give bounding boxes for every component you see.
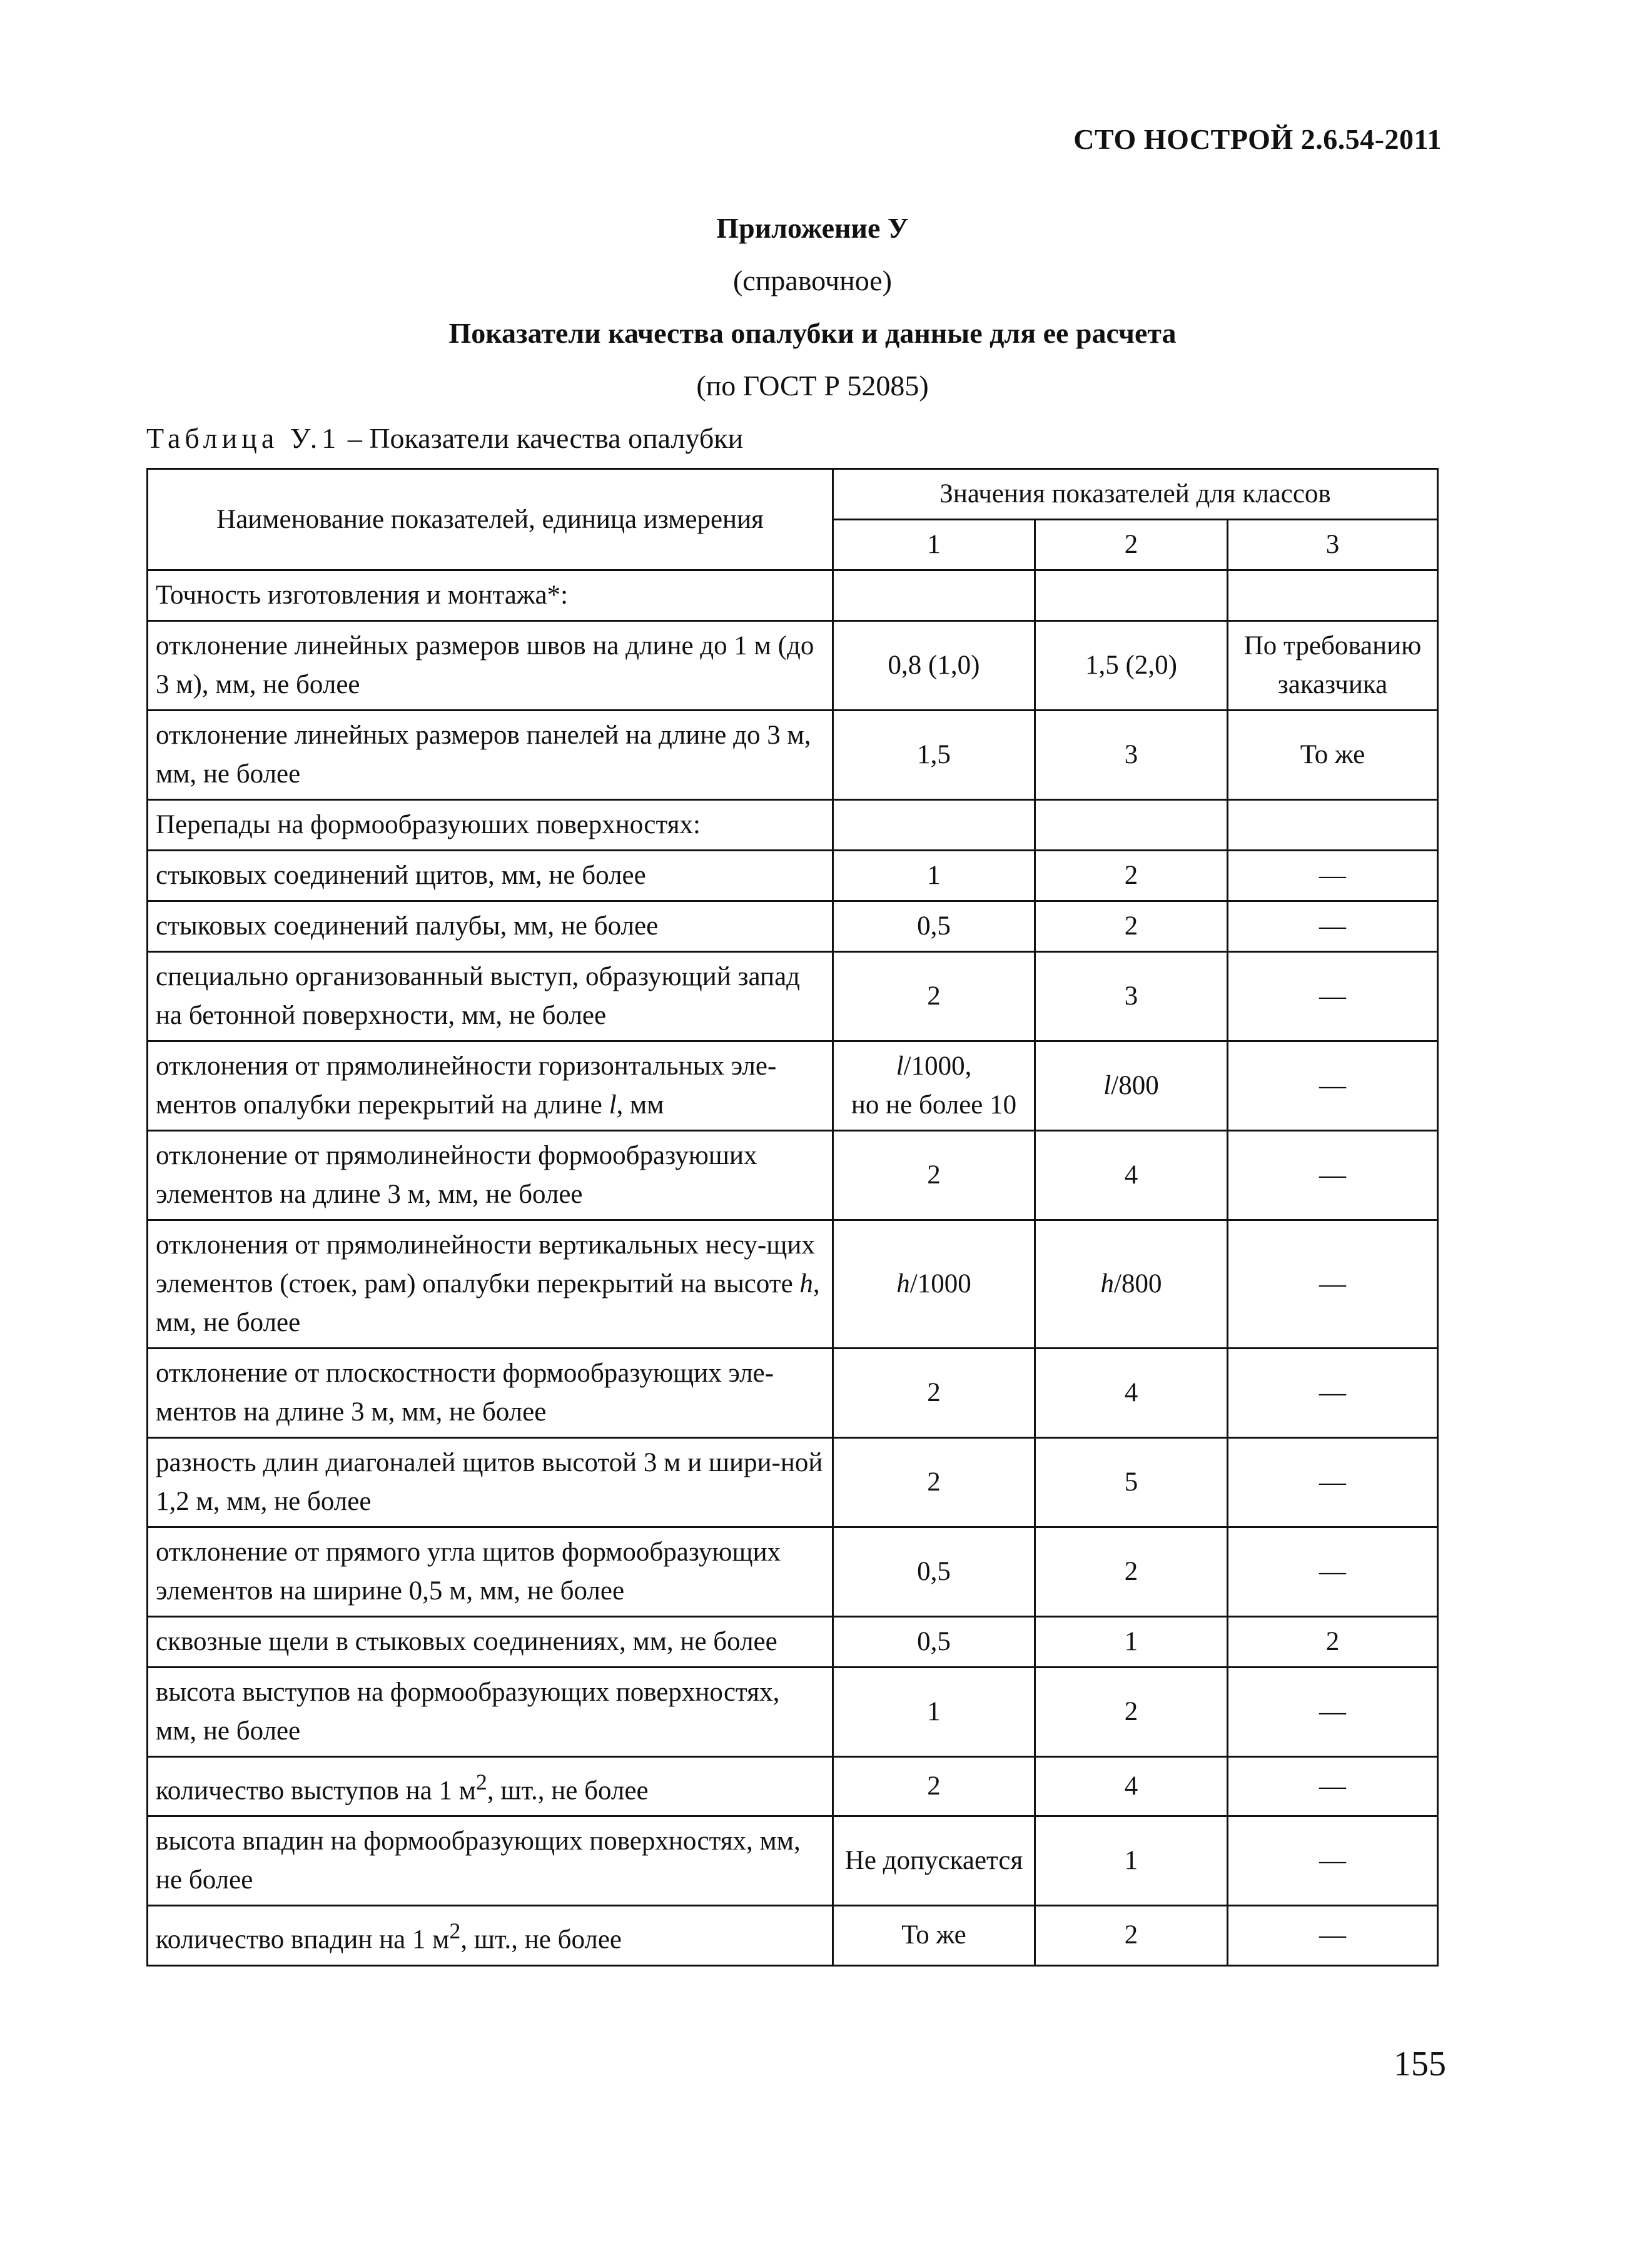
row-name: отклонения от прямолинейности горизонтальных эле-ментов опалубки перекрытий на длине l, мм (148, 1041, 833, 1131)
table-row (148, 1668, 1438, 1757)
cell-class-1: 1 (833, 1668, 1035, 1757)
table-row (148, 1617, 1438, 1668)
table-row (148, 1527, 1438, 1617)
row-name: количество выступов на 1 $м^2$, шт., не более (148, 1757, 833, 1816)
header-name-column: Наименование показателей, единица измерения (148, 469, 833, 570)
cell-class-2: 2 (1035, 1527, 1228, 1617)
table-caption-text: – Показатели качества опалубки (340, 422, 744, 454)
cell-class-2: 3 (1035, 711, 1228, 800)
row-name: сквозные щели в стыковых соединениях, мм, не более (148, 1617, 833, 1668)
cell-class-3: 2 (1228, 1617, 1438, 1668)
cell-class-3: — (1228, 1906, 1438, 1965)
cell-class-1 (833, 800, 1035, 851)
cell-class-2: 1,5 (2,0) (1035, 621, 1228, 711)
cell-class-1: 1,5 (833, 711, 1035, 800)
cell-class-2: 4 (1035, 1757, 1228, 1816)
cell-class-1: То же (833, 1906, 1035, 1965)
table-caption-label: Таблица У.1 (146, 422, 341, 454)
table-row (148, 1757, 1438, 1816)
cell-class-1: 2 (833, 952, 1035, 1041)
table-row (148, 1816, 1438, 1906)
row-name: отклонение от прямого угла щитов формообразующих элементов на ширине 0,5 м, мм, не более (148, 1527, 833, 1617)
table-row (148, 1220, 1438, 1349)
cell-class-2: 2 (1035, 1906, 1228, 1965)
row-name: отклонение от плоскостности формообразующих эле-ментов на длине 3 м, мм, не более (148, 1349, 833, 1438)
cell-class-2: 3 (1035, 952, 1228, 1041)
annex-heading: Показатели качества опалубки и данные для ее расчета (448, 317, 1177, 349)
cell-class-3: — (1228, 1816, 1438, 1906)
cell-class-2: 2 (1035, 851, 1228, 901)
row-name: разность длин диагоналей щитов высотой 3 м и шири-ной 1,2 м, мм, не более (148, 1438, 833, 1527)
cell-class-1: 2 (833, 1757, 1035, 1816)
row-name: высота впадин на формообразующих поверхностях, мм, не более (148, 1816, 833, 1906)
row-name: Точность изготовления и монтажа*: (148, 570, 833, 621)
cell-class-3: — (1228, 901, 1438, 952)
header-class-2: 2 (1035, 520, 1228, 570)
annex-title: Приложение У (716, 212, 909, 244)
row-name: стыковых соединений щитов, мм, не более (148, 851, 833, 901)
cell-class-3: — (1228, 1131, 1438, 1220)
cell-class-2: 5 (1035, 1438, 1228, 1527)
cell-class-3: — (1228, 1438, 1438, 1527)
cell-class-1: 2 (833, 1131, 1035, 1220)
header-values-group: Значения показателей для классов (833, 469, 1438, 520)
cell-class-1: Не допускается (833, 1816, 1035, 1906)
table-row (148, 851, 1438, 901)
cell-class-3 (1228, 570, 1438, 621)
cell-class-3: — (1228, 1757, 1438, 1816)
cell-class-1: 0,5 (833, 1617, 1035, 1668)
cell-class-1: 2 (833, 1438, 1035, 1527)
cell-class-1: 0,5 (833, 901, 1035, 952)
cell-class-3: — (1228, 952, 1438, 1041)
cell-class-3: — (1228, 1668, 1438, 1757)
cell-class-2: 4 (1035, 1131, 1228, 1220)
table-row (148, 1906, 1438, 1965)
cell-class-3: — (1228, 1527, 1438, 1617)
cell-class-2: h/800 (1035, 1220, 1228, 1349)
row-name: специально организованный выступ, образующий запад на бетонной поверхности, мм, не более (148, 952, 833, 1041)
cell-class-1: 0,8 (1,0) (833, 621, 1035, 711)
table-row (148, 1041, 1438, 1131)
cell-class-1: 1 (833, 851, 1035, 901)
cell-class-3 (1228, 800, 1438, 851)
table-row (148, 952, 1438, 1041)
header-class-1: 1 (833, 520, 1035, 570)
cell-class-2: 4 (1035, 1349, 1228, 1438)
cell-class-3: То же (1228, 711, 1438, 800)
page-number: 155 (1394, 2045, 1446, 2083)
table-row (148, 621, 1438, 711)
cell-class-2 (1035, 800, 1228, 851)
header-class-3: 3 (1228, 520, 1438, 570)
cell-class-1 (833, 570, 1035, 621)
row-name: количество впадин на 1 $м^2$, шт., не более (148, 1906, 833, 1965)
cell-class-1: h/1000 (833, 1220, 1035, 1349)
cell-class-2: l/800 (1035, 1041, 1228, 1131)
cell-class-2 (1035, 570, 1228, 621)
table-row (148, 1438, 1438, 1527)
row-name: отклонения от прямолинейности вертикальных несу-щих элементов (стоек, рам) опалубки перекрытий на высоте h, мм, не более (148, 1220, 833, 1349)
cell-class-1: l/1000, но не более 10 (833, 1041, 1035, 1131)
cell-class-3: — (1228, 1349, 1438, 1438)
cell-class-3: — (1228, 1220, 1438, 1349)
row-name: отклонение линейных размеров панелей на длине до 3 м, мм, не более (148, 711, 833, 800)
table-row (148, 1131, 1438, 1220)
row-name: стыковых соединений палубы, мм, не более (148, 901, 833, 952)
table-caption (146, 422, 743, 455)
row-name: отклонение от прямолинейности формообразуюших элементов на длине 3 м, мм, не более (148, 1131, 833, 1220)
cell-class-2: 1 (1035, 1816, 1228, 1906)
table-row (148, 800, 1438, 851)
cell-class-1: 2 (833, 1349, 1035, 1438)
table-row (148, 570, 1438, 621)
standard-code: СТО НОСТРОЙ 2.6.54-2011 (1073, 123, 1442, 155)
row-name: отклонение линейных размеров швов на длине до 1 м (до 3 м), мм, не более (148, 621, 833, 711)
quality-table (146, 468, 1439, 1967)
annex-kind: (справочное) (732, 265, 893, 296)
row-name: Перепады на формообразуюших поверхностях: (148, 800, 833, 851)
cell-class-3: По требованию заказчика (1228, 621, 1438, 711)
cell-class-3: — (1228, 1041, 1438, 1131)
table-row (148, 711, 1438, 800)
annex-source: (по ГОСТ Р 52085) (696, 370, 929, 402)
cell-class-2: 1 (1035, 1617, 1228, 1668)
cell-class-3: — (1228, 851, 1438, 901)
table-row (148, 901, 1438, 952)
row-name: высота выступов на формообразующих поверхностях, мм, не более (148, 1668, 833, 1757)
table-row (148, 1349, 1438, 1438)
cell-class-2: 2 (1035, 1668, 1228, 1757)
cell-class-2: 2 (1035, 901, 1228, 952)
cell-class-1: 0,5 (833, 1527, 1035, 1617)
